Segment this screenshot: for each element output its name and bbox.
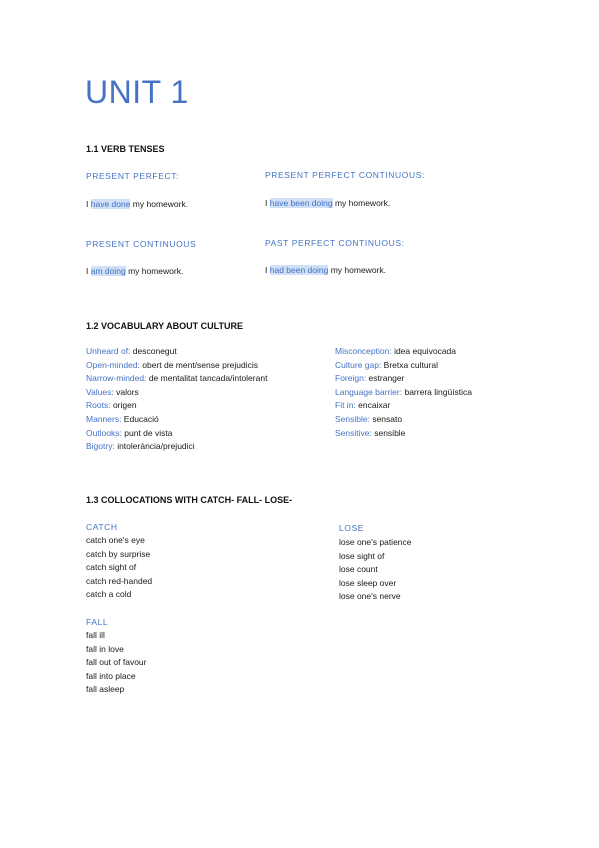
vocab-definition: obert de ment/sense prejudicis	[139, 359, 258, 370]
tense-example	[86, 199, 188, 209]
vocab-definition: intolerància/prejudici	[114, 441, 195, 452]
vocab-definition: Educació	[121, 413, 159, 424]
vocab-definition: punt de vista	[121, 427, 173, 438]
vocab-list-right	[335, 345, 472, 440]
vocab-term: Roots:	[86, 400, 111, 411]
example-prefix: I	[265, 198, 270, 208]
vocab-item	[335, 413, 472, 427]
lose-label: LOSE	[339, 523, 365, 533]
vocab-term: Misconception:	[335, 346, 392, 356]
vocab-definition: barrera lingüística	[402, 386, 473, 397]
list-item: fall asleep	[86, 684, 125, 695]
vocab-definition: origen	[110, 400, 137, 411]
vocab-definition: valors	[113, 386, 139, 397]
vocab-item	[335, 427, 472, 441]
vocab-term: Sensible:	[335, 413, 370, 424]
catch-list	[86, 534, 152, 602]
list-item: fall ill	[86, 630, 105, 640]
tense-label: PRESENT PERFECT:	[86, 171, 180, 181]
list-item: catch a cold	[86, 589, 132, 600]
example-prefix: I	[86, 266, 91, 276]
highlighted-verb: have done	[90, 199, 131, 209]
example-suffix: my homework.	[125, 266, 184, 276]
list-item: fall in love	[86, 643, 124, 654]
vocab-definition: encaixar	[355, 400, 391, 411]
vocab-item	[86, 359, 267, 373]
vocab-term: Narrow-minded:	[86, 373, 147, 384]
vocab-term: Fit in:	[335, 400, 356, 411]
vocab-term: Foreign:	[335, 373, 367, 384]
highlighted-verb: had been doing	[269, 265, 329, 275]
list-item: fall out of favour	[86, 657, 147, 668]
catch-label: CATCH	[86, 522, 118, 532]
vocab-item	[86, 440, 267, 454]
example-prefix: I	[265, 265, 270, 275]
vocab-term: Language barrier:	[335, 386, 403, 397]
lose-list	[339, 536, 412, 604]
vocab-list-left	[86, 345, 267, 454]
vocab-term: Sensitive:	[335, 427, 372, 438]
tense-label: PAST PERFECT CONTINUOUS:	[265, 238, 405, 248]
vocab-item	[335, 359, 472, 373]
vocab-item	[86, 413, 267, 427]
vocab-item	[86, 399, 267, 413]
vocab-item	[335, 399, 472, 413]
vocab-term: Values:	[86, 386, 114, 397]
highlighted-verb: am doing	[90, 266, 126, 276]
list-item: lose one's patience	[339, 537, 412, 547]
vocab-item	[86, 427, 267, 441]
vocab-item	[335, 372, 472, 386]
section-heading-vocabulary: 1.2 VOCABULARY ABOUT CULTURE	[86, 321, 244, 331]
list-item: lose sleep over	[339, 577, 397, 588]
tense-example	[86, 266, 183, 276]
list-item: catch red-handed	[86, 575, 153, 586]
section-heading-verb-tenses: 1.1 VERB TENSES	[86, 144, 165, 154]
example-suffix: my homework.	[332, 198, 391, 208]
fall-label: FALL	[86, 617, 109, 627]
vocab-term: Open-minded:	[86, 359, 140, 370]
list-item: fall into place	[86, 670, 136, 681]
vocab-item	[86, 345, 267, 359]
vocab-definition: sensible	[371, 427, 406, 438]
vocab-term: Unheard of:	[86, 346, 131, 356]
vocab-item	[335, 386, 472, 400]
vocab-definition: idea equivocada	[391, 346, 456, 356]
vocab-term: Manners:	[86, 413, 122, 424]
vocab-term: Culture gap:	[335, 359, 382, 370]
fall-list	[86, 629, 146, 697]
vocab-definition: de mentalitat tancada/intolerant	[146, 373, 268, 384]
highlighted-verb: have been doing	[269, 198, 333, 208]
list-item: catch sight of	[86, 562, 137, 573]
tense-example	[265, 265, 386, 275]
example-suffix: my homework.	[328, 265, 386, 275]
tense-example	[265, 198, 390, 208]
vocab-definition: Bretxa cultural	[381, 359, 439, 370]
example-suffix: my homework.	[130, 199, 189, 209]
vocab-definition: desconegut	[130, 346, 177, 356]
vocab-item	[335, 345, 472, 359]
list-item: lose count	[339, 564, 378, 575]
vocab-term: Outlooks:	[86, 427, 122, 438]
section-heading-collocations: 1.3 COLLOCATIONS WITH CATCH- FALL- LOSE-	[86, 495, 293, 505]
tense-label: PRESENT CONTINUOUS	[86, 239, 197, 249]
list-item: catch one's eye	[86, 535, 145, 545]
page-title: UNIT 1	[85, 74, 189, 110]
vocab-item	[86, 386, 267, 400]
list-item: lose one's nerve	[339, 591, 401, 602]
vocab-item	[86, 372, 267, 386]
list-item: lose sight of	[339, 550, 385, 561]
vocab-definition: sensato	[369, 413, 403, 424]
example-prefix: I	[86, 199, 91, 209]
vocab-definition: estranger	[366, 373, 405, 384]
tense-label: PRESENT PERFECT CONTINUOUS:	[265, 170, 425, 180]
vocab-term: Bigotry:	[86, 441, 115, 452]
list-item: catch by surprise	[86, 548, 151, 559]
